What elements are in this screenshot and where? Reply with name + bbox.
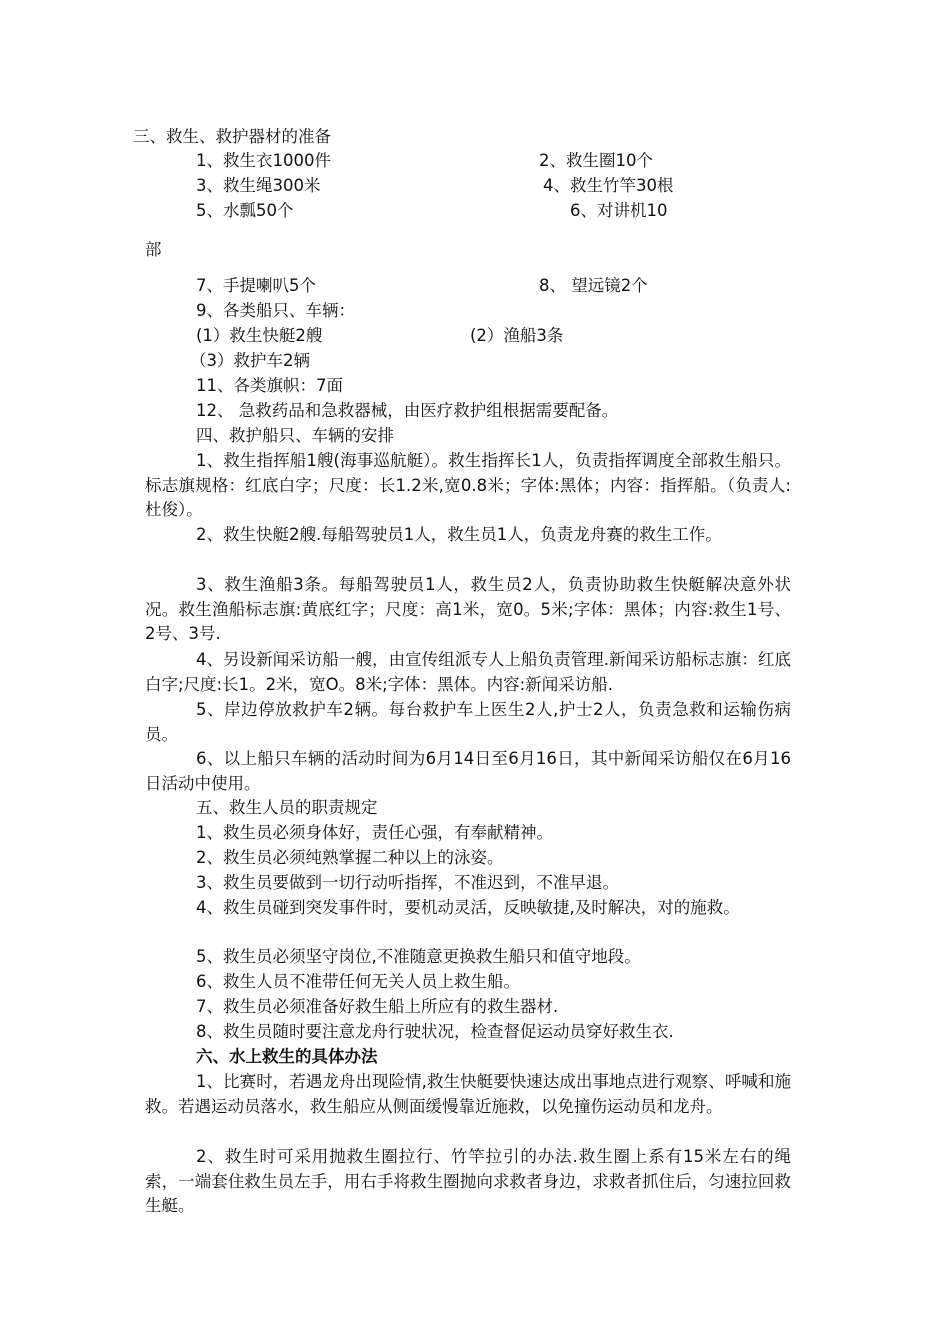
duty-rule-5: 5、救生员必须坚守岗位,不准随意更换救生船只和值守地段。 [196,947,641,966]
section-4-paragraph-4: 4、另设新闻采访船一艘，由宣传组派专人上船负责管理.新闻采访船标志旗：红底白字;尺度:长1。2米，宽O。8米;字体：黑体。内容:新闻采访船. [145,650,791,694]
section-6-heading: 六、水上救生的具体办法 [196,1047,378,1066]
duty-rule-7: 7、救生员必须准备好救生船上所应有的救生器材. [196,997,559,1016]
vehicle-item-2: (2）渔船3条 [470,326,564,345]
equipment-item-8: 8、 望远镜2个 [539,276,648,295]
equipment-item-6-continuation: 部 [145,240,162,259]
section-4-paragraph-2: 2、救生快艇2艘.每船驾驶员1人，救生员1人，负责龙舟赛的救生工作。 [196,525,722,544]
section-4-paragraph-1: 1、救生指挥船1艘(海事巡航艇）。救生指挥长1人，负责指挥调度全部救生船只。标志旗规格：红底白字；尺度：长1.2米,宽0.8米；字体:黑体；内容：指挥船。（负责人:杜俊）。 [145,451,791,520]
vehicle-item-3: （3）救护车2辆 [190,351,310,370]
section-6-paragraph-1: 1、比赛时，若遇龙舟出现险情,救生快艇要快速达成出事地点进行观察、呼喊和施救。若遇运动员落水，救生船应从侧面缓慢靠近施救，以免撞伤运动员和龙舟。 [145,1072,791,1116]
section-3-heading: 三、救生、救护器材的准备 [133,127,331,146]
vehicle-item-1: (1）救生快艇2艘 [196,326,323,345]
equipment-item-7: 7、手提喇叭5个 [196,276,316,295]
equipment-item-2: 2、救生圈10个 [539,151,653,170]
section-4-paragraph-3: 3、救生渔船3条。每船驾驶员1人，救生员2人，负责协助救生快艇解决意外状况。救生渔船标志旗:黄底红字；尺度：高1米，宽0。5米;字体：黑体；内容:救生1号、2号、3号. [145,575,791,644]
duty-rule-4: 4、救生员碰到突发事件时，要机动灵活，反映敏捷,及时解决，对的施救。 [196,898,740,917]
section-6-paragraph-2: 2、救生时可采用抛救生圈拉行、竹竿拉引的办法.救生圈上系有15米左右的绳索，一端套住救生员左手，用右手将救生圈抛向求救者身边，求救者抓住后，匀速拉回救生艇。 [145,1147,791,1216]
duty-rule-6: 6、救生人员不准带任何无关人员上救生船。 [196,972,520,991]
equipment-item-5: 5、水瓢50个 [196,201,294,220]
equipment-item-1: 1、救生衣1000件 [196,151,331,170]
equipment-item-4: 4、救生竹竿30根 [543,176,674,195]
equipment-item-6: 6、对讲机10 [570,201,668,220]
duty-rule-8: 8、救生员随时要注意龙舟行驶状况，检查督促运动员穿好救生衣. [196,1022,674,1041]
section-4-heading: 四、救护船只、车辆的安排 [196,426,394,445]
equipment-item-12: 12、 急救药品和急救器械，由医疗救护组根据需要配备。 [196,401,619,420]
duty-rule-3: 3、救生员要做到一切行动听指挥，不准迟到，不准早退。 [196,873,619,892]
section-4-paragraph-5: 5、岸边停放救护车2辆。每台救护车上医生2人,护士2人，负责急救和运输伤病员。 [145,700,791,744]
duty-rule-1: 1、救生员必须身体好，责任心强，有奉献精神。 [196,823,553,842]
equipment-item-3: 3、救生绳300米 [196,176,321,195]
duty-rule-2: 2、救生员必须纯熟掌握二种以上的泳姿。 [196,848,504,867]
equipment-item-9: 9、各类船只、车辆： [196,301,355,320]
section-4-paragraph-6: 6、以上船只车辆的活动时间为6月14日至6月16日，其中新闻采访船仅在6月16日活动中使用。 [145,749,791,793]
equipment-item-11: 11、各类旗帜：7面 [196,376,343,395]
section-5-heading: 五、救生人员的职责规定 [196,798,378,817]
